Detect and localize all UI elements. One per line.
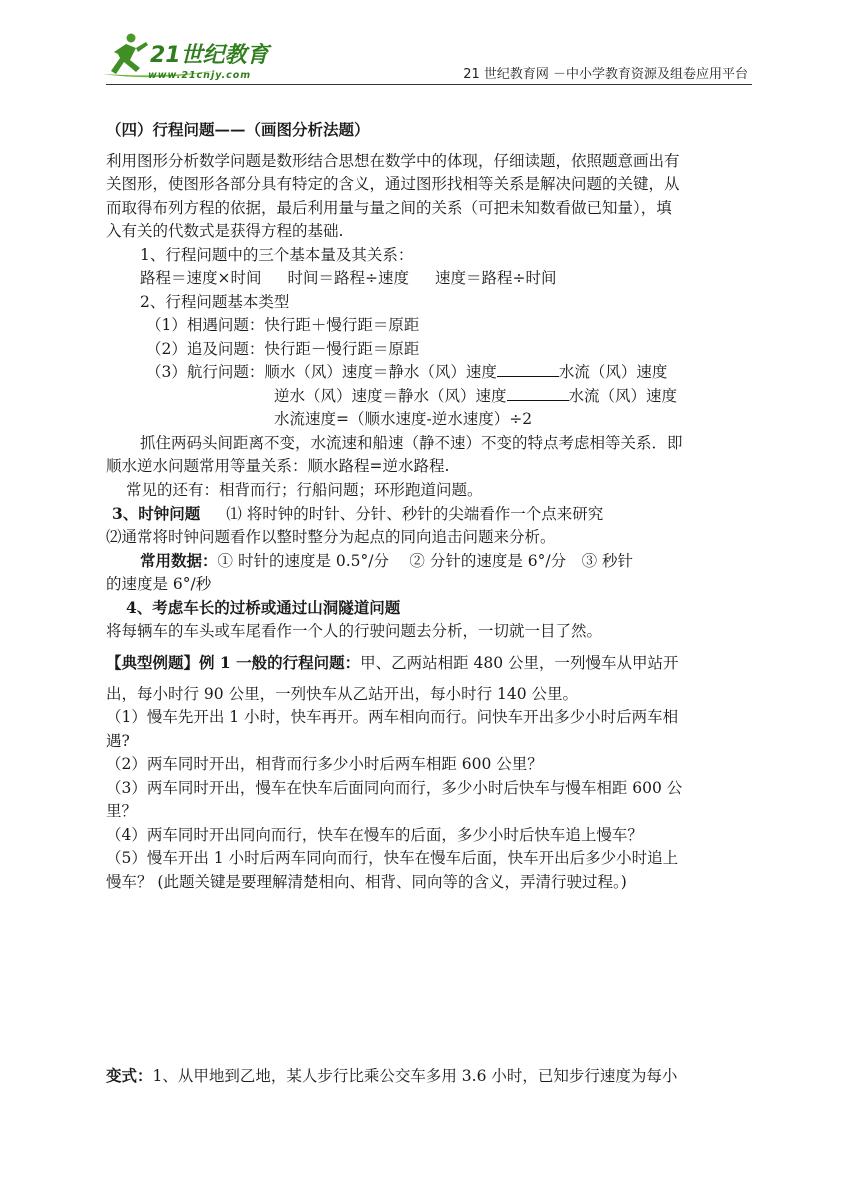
clock-data-text: ① 时针的速度是 0.5°/分 ② 分针的速度是 6°/分 ③ 秒针 bbox=[217, 552, 634, 570]
document-body bbox=[106, 118, 756, 1088]
clock-data-label: 常用数据： bbox=[140, 551, 218, 570]
against-prefix: 逆水（风）速度＝静水（风）速度 bbox=[274, 386, 507, 405]
clock-point-1: ⑴ 将时钟的时针、分针、秒针的尖端看作一个点来研究 bbox=[226, 505, 604, 523]
svg-text:21世纪教育: 21世纪教育 bbox=[150, 43, 269, 68]
sail-suffix: 水流（风）速度 bbox=[558, 363, 668, 381]
type-sail bbox=[106, 361, 756, 385]
intro-line-4: 入有关的代数式是获得方程的基础. bbox=[106, 222, 344, 240]
basic-quantities-title: 1、行程问题中的三个基本量及其关系： bbox=[140, 245, 414, 264]
intro-line-2: 关图形，使图形各部分具有特定的含义，通过图形找相等关系是解决问题的关键，从 bbox=[106, 175, 680, 193]
formula-speed: 速度＝路程÷时间 bbox=[435, 269, 557, 287]
formula-time: 时间＝路程÷速度 bbox=[287, 269, 409, 287]
page-header bbox=[0, 0, 861, 90]
against-suffix: 水流（风）速度 bbox=[568, 386, 678, 405]
example-text-1: 甲、乙两站相距 480 公里，一列慢车从甲站开 bbox=[360, 654, 679, 672]
question-5a: （5）慢车开出 1 小时后两车同向而行，快车在慢车后面，快车开出后多少小时追上 bbox=[106, 849, 679, 867]
clock-title: 3、时钟问题 bbox=[112, 504, 201, 523]
sail-prefix: （3）航行问题：顺水（风）速度＝静水（风）速度 bbox=[146, 363, 497, 381]
clock-row bbox=[106, 502, 756, 526]
type-meet: （1）相遇问题：快行距＋慢行距＝原距 bbox=[146, 316, 420, 334]
variant-text: 1、从甲地到乙地，某人步行比乘公交车多用 3.6 小时，已知步行速度为每小 bbox=[152, 1067, 678, 1085]
types-title: 2、行程问题基本类型 bbox=[140, 292, 290, 311]
sail-blank bbox=[497, 362, 559, 377]
grasp-line-1: 抓住两码头间距离不变，水流速和船速（静不速）不变的特点考虑相等关系．即 bbox=[140, 433, 683, 452]
header-site-text: 21 世纪教育网 －中小学教育资源及组卷应用平台 bbox=[463, 67, 748, 82]
variant-label: 变式： bbox=[106, 1066, 153, 1085]
question-1b: 遇? bbox=[106, 731, 130, 750]
clock-data-row bbox=[106, 549, 756, 573]
question-3a: （3）两车同时开出，慢车在快车后面同向而行，多少小时后快车与慢车相距 600 公 bbox=[106, 778, 683, 797]
type-chase: （2）追及问题：快行距－慢行距＝原距 bbox=[146, 339, 420, 358]
formula-row bbox=[106, 267, 756, 291]
site-logo bbox=[100, 30, 280, 82]
grasp-line-2: 顺水逆水问题常用等量关系：顺水路程=逆水路程. bbox=[106, 457, 450, 475]
formula-distance: 路程＝速度×时间 bbox=[140, 269, 262, 287]
train-title: 4、考虑车长的过桥或通过山洞隧道问题 bbox=[126, 598, 401, 617]
variant-row bbox=[106, 1064, 756, 1088]
svg-text:www.21cnjy.com: www.21cnjy.com bbox=[148, 70, 252, 81]
intro-line-3: 而取得布列方程的依据，最后利用量与量之间的关系（可把未知数看做已知量），填 bbox=[106, 198, 672, 217]
against-blank bbox=[507, 386, 569, 401]
train-text: 将每辆车的车头或车尾看作一个人的行驶问题去分析，一切就一目了然。 bbox=[106, 621, 603, 640]
example-label: 【典型例题】 bbox=[106, 653, 200, 672]
type-against bbox=[106, 385, 756, 409]
intro-line-1: 利用图形分析数学问题是数形结合思想在数学中的体现，仔细读题，依照题意画出有 bbox=[106, 151, 680, 170]
question-3b: 里？ bbox=[106, 802, 138, 820]
question-1a: （1）慢车先开出 1 小时，快车再开。两车相向而行。问快车开出多少小时后两车相 bbox=[106, 708, 679, 726]
header-divider bbox=[106, 84, 752, 85]
section-title: （四）行程问题——（画图分析法题） bbox=[106, 120, 370, 139]
example-row bbox=[106, 651, 756, 675]
question-4: （4）两车同时开出同向而行，快车在慢车的后面，多少小时后快车追上慢车？ bbox=[106, 825, 643, 844]
question-5b: 慢车？ (此题关键是要理解清楚相向、相背、同向等的含义，弄清行驶过程。) bbox=[106, 872, 627, 891]
example-text-2: 出，每小时行 90 公里，一列快车从乙站开出，每小时行 140 公里。 bbox=[106, 684, 579, 703]
common-types: 常见的还有：相背而行；行船问题；环形跑道问题。 bbox=[126, 480, 483, 499]
example-title: 例 1 一般的行程问题： bbox=[199, 653, 361, 672]
question-2: （2）两车同时开出，相背而行多少小时后两车相距 600 公里？ bbox=[106, 755, 543, 773]
clock-point-2: ⑵通常将时钟问题看作以整时整分为起点的同向追击问题来分析。 bbox=[106, 527, 556, 546]
current-speed-formula: 水流速度=（顺水速度-逆水速度）÷2 bbox=[274, 410, 533, 428]
clock-data-text-2: 的速度是 6°/秒 bbox=[106, 574, 212, 593]
